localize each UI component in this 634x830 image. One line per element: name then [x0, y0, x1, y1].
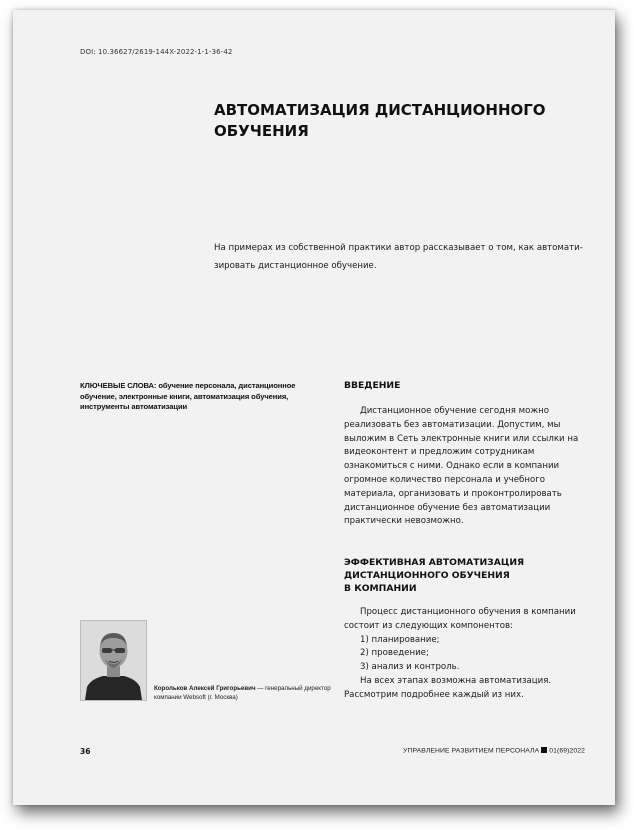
square-icon: [541, 747, 547, 753]
automation-heading-line: В КОМПАНИИ: [344, 583, 417, 594]
author-description: — генеральный директор компании Websoft (г. Москва): [154, 685, 331, 701]
person-silhouette-icon: [81, 621, 146, 700]
list-item: 3) анализ и контроль.: [360, 662, 460, 673]
automation-paragraph: На всех этапах возможна автоматизация. Рассмотрим подробнее каждый из них.: [344, 675, 552, 700]
automation-heading-line: ДИСТАНЦИОННОГО ОБУЧЕНИЯ: [344, 570, 510, 581]
intro-heading: ВВЕДЕНИЕ: [344, 380, 401, 391]
article-title: АВТОМАТИЗАЦИЯ ДИСТАНЦИОННОГО ОБУЧЕНИЯ: [214, 101, 546, 140]
doi-label: DOI: 10.36627/2619-144X-2022-1-1-36-42: [80, 48, 233, 56]
list-item: 1) планирование;: [360, 634, 440, 645]
article-lead: На примерах из собственной практики автор рассказывает о том, как автомати-зировать дистанционное обучение.: [214, 243, 583, 271]
intro-paragraph: Дистанционное обучение сегодня можно реализовать без автоматизации. Допустим, мы выложим в Сеть электронные книги или ссылки на видеоконтент и предложим сотрудникам ознакомиться с ними. Однако если в компании огромное количество персонала и учебного материала, организовать и проконтролировать дистанционное обучение без автоматизации практически невозможно.: [344, 406, 579, 527]
automation-heading: [344, 556, 574, 595]
automation-body: [344, 606, 592, 703]
author-name: Корольков Алексей Григорьевич: [154, 685, 256, 692]
author-caption: [154, 684, 344, 702]
issue-number: 01(69)2022: [549, 747, 585, 755]
automation-paragraph: Процесс дистанционного обучения в компании состоит из следующих компонентов:: [344, 607, 576, 631]
journal-name: УПРАВЛЕНИЕ РАЗВИТИЕМ ПЕРСОНАЛА: [403, 747, 540, 755]
author-photo: [80, 620, 147, 701]
automation-heading-line: ЭФФЕКТИВНАЯ АВТОМАТИЗАЦИЯ: [344, 557, 525, 568]
journal-footer: [403, 747, 585, 755]
keywords-block: [80, 381, 330, 413]
page-number: 36: [80, 747, 91, 756]
list-item: 2) проведение;: [360, 648, 429, 659]
intro-body: [344, 405, 592, 529]
journal-page: [13, 10, 615, 805]
keywords-text: обучение персонала, дистанционное обучение, электронные книги, автоматизация обучения, инструменты автоматизации: [80, 381, 296, 411]
keywords-label: КЛЮЧЕВЫЕ СЛОВА:: [80, 381, 157, 390]
